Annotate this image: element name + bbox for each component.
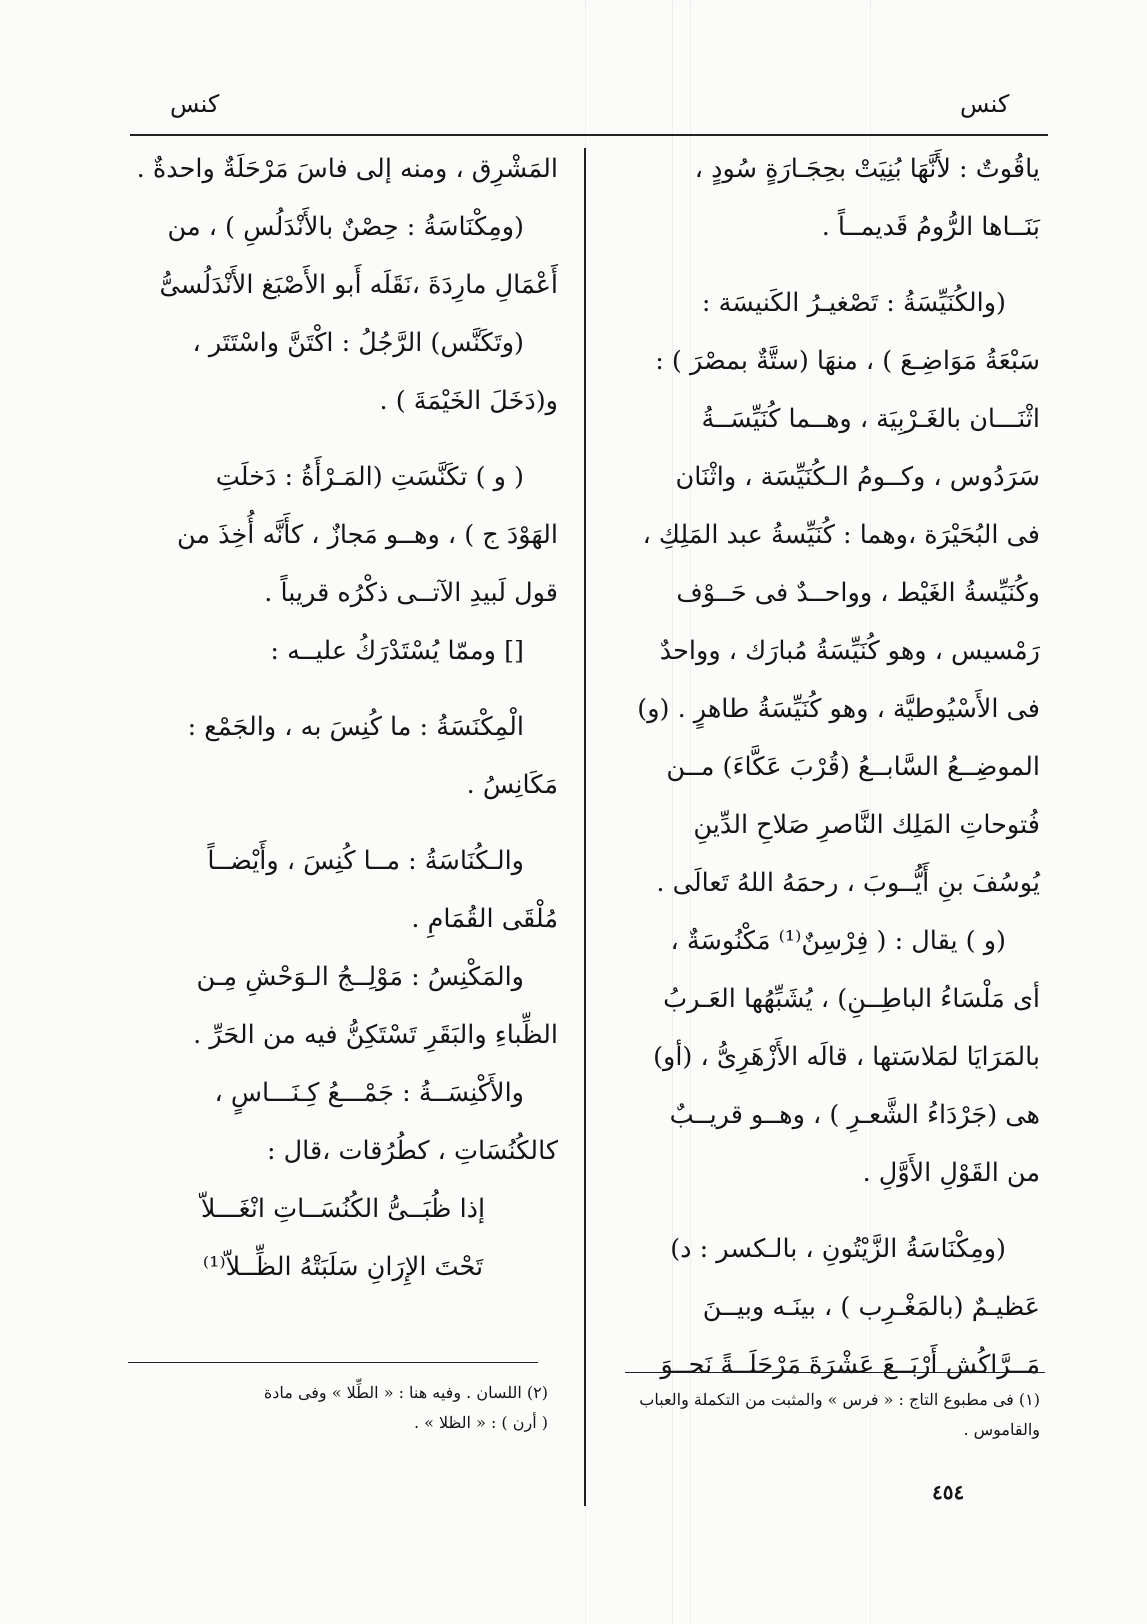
text-line: قول لَبيدِ الآتــى ذكْرُه قريباً . [264, 578, 558, 608]
text-line: بالمَرَايَا لمَلاسَتها ، قالَه الأَزْهَرِىُّ ، (أو) [653, 1042, 1040, 1072]
text-line: بَنَــاها الرُّومُ قَديمــاً . [821, 212, 1040, 242]
running-head-left: كنس [170, 90, 220, 118]
text-line: والـكُنَاسَةُ : مــا كُنِسَ ، وأَيْضــاً [207, 846, 524, 876]
footnote-line: (١) فى مطبوع التاج : « فرس » والمثبت من التكملة والعباب [639, 1390, 1040, 1409]
text-line: المَشْرِق ، ومنه إلى فاسَ مَرْحَلَةٌ واحدةٌ . [136, 154, 558, 184]
text-line: مُلْقَى القُمَامِ . [411, 904, 558, 934]
text-line: فى البُحَيْرَة ،وهما : كُنَيِّسةُ عبد المَلِكِ ، [642, 520, 1040, 550]
text-line: أَعْمَالِ مارِدَةَ ،نَقَلَه أَبو الأَصْبَغ الأَنْدَلُسىُّ [159, 270, 558, 300]
text-line: (ومِكْنَاسَةُ : حِصْنٌ بالأَنْدَلُسِ ) ، من [167, 212, 524, 242]
footnote-line: والقاموس . [963, 1420, 1040, 1439]
verse-line: تَحْتَ الإِرَانِ سَلَبَتْهُ الظِّــلاّ⁽¹⁾ [202, 1252, 484, 1282]
text-line: سَبْعَةُ مَوَاضِـعَ ) ، منهَا (ستَّةٌ بمصْرَ ) : [655, 346, 1040, 376]
page-number: ٤٥٤ [932, 1480, 965, 1504]
text-line: يُوسُفَ بنِ أَيُّــوبَ ، رحمَهُ اللهُ تَعالَى . [656, 868, 1040, 898]
text-line: عَظيـمٌ (بالمَغْـرِب ) ، بينَـه وبيــنَ [702, 1292, 1040, 1322]
footnote-line: ( أرن ) : « الظلا » . [413, 1413, 548, 1432]
footnote-rule-left [128, 1362, 538, 1363]
text-line: اثْنَـــان بالغَـرْبِيَة ، وهــما كُنَيِّسَــةُ [701, 404, 1040, 434]
text-line: (والكُنَيِّسَةُ : تَصْغيـرُ الكَنيسَة : [701, 288, 1006, 318]
column-divider [584, 148, 586, 1506]
text-line: مَكَانِسُ . [466, 770, 558, 800]
text-line: الْمِكْنَسَةُ : ما كُنِسَ به ، والجَمْع : [187, 712, 524, 742]
text-line: ياقُوتٌ : لأَنَّهَا بُنِيَتْ بحِجَـارَةٍ سُودٍ ، [694, 154, 1040, 184]
verse-line: إذا ظُبَــىُّ الكُنُسَــاتِ انْغَـــلاّ [200, 1194, 486, 1224]
text-line: والمَكْنِسُ : مَوْلِــجُ الـوَحْشِ مِـن [196, 962, 524, 992]
text-line: و(دَخَلَ الخَيْمَةَ ) . [379, 386, 558, 416]
text-line: مَــرَّاكُش أَرْبَــعَ عَشْرَةَ مَرْحَلَــةً نَحــوَ [660, 1350, 1040, 1380]
right-column [620, 140, 1040, 1394]
text-line: الهَوْدَ ج ) ، وهــو مَجازٌ ، كأَنَّه أُخِذَ من [176, 520, 558, 550]
text-line: والأَكْنِسَــةُ : جَمْـــعُ كِـنَـــاسٍ ، [214, 1078, 524, 1108]
text-line: هى (جَرْدَاءُ الشَّعـرِ ) ، وهــو قريــبٌ [669, 1100, 1040, 1130]
text-line: [] وممّا يُسْتَدْرَكُ عليــه : [270, 636, 524, 666]
text-line: الظِّباءِ والبَقَرِ تَسْتَكِنُّ فيه من الحَرِّ . [193, 1020, 558, 1050]
text-line: (وتَكَنَّس) الرَّجُلُ : اكْتَنَّ واسْتَتَر ، [192, 328, 524, 358]
footnote-left [128, 1378, 548, 1438]
text-line: (و ) يقال : ( فِرْسِنٌ⁽¹⁾ مَكْنُوسَةٌ ، [670, 926, 1006, 956]
footnote-rule-right [625, 1372, 1045, 1373]
text-line: فُتوحاتِ المَلِك النَّاصرِ صَلاحِ الدِّينِ [693, 810, 1040, 840]
text-line: وكُنَيِّسةُ الغَيْط ، وواحــدٌ فى حَــوْف [676, 578, 1040, 608]
text-line: أى مَلْسَاءُ الباطِــنِ) ، يُشَبِّهُها العَـربُ [663, 984, 1040, 1014]
text-line: رَمْسيس ، وهو كُنَيِّسَةُ مُبارَك ، وواحدٌ [659, 636, 1040, 666]
text-line: فى الأَسْيُوطيَّة ، وهو كُنَيِّسَةُ طاهرٍ . (و) [637, 694, 1040, 724]
text-line: من القَوْلِ الأَوَّلِ . [862, 1158, 1040, 1188]
running-head-right: كنس [960, 90, 1010, 118]
text-line: (ومِكْنَاسَةُ الزَّيْتُونِ ، بالـكسر : د) [670, 1234, 1006, 1264]
text-line: سَرَدُوس ، وكــومُ الـكُنَيِّسَة ، واثْنَان [675, 462, 1040, 492]
text-line: ( و ) تكَنَّسَتِ (المَـرْأَةُ : دَخلَتِ [215, 462, 524, 492]
footnote-right [620, 1385, 1040, 1445]
text-line: كالكُنُسَاتِ ، كطُرُقات ،قال : [266, 1136, 558, 1166]
left-column [128, 140, 558, 1296]
footnote-line: (٢) اللسان . وفيه هنا : « الطِّلا » وفى مادة [263, 1383, 548, 1402]
header-rule [130, 134, 1048, 136]
text-line: الموضِــعُ السَّابــعُ (قُرْبَ عَكَّاءَ) مــن [666, 752, 1040, 782]
